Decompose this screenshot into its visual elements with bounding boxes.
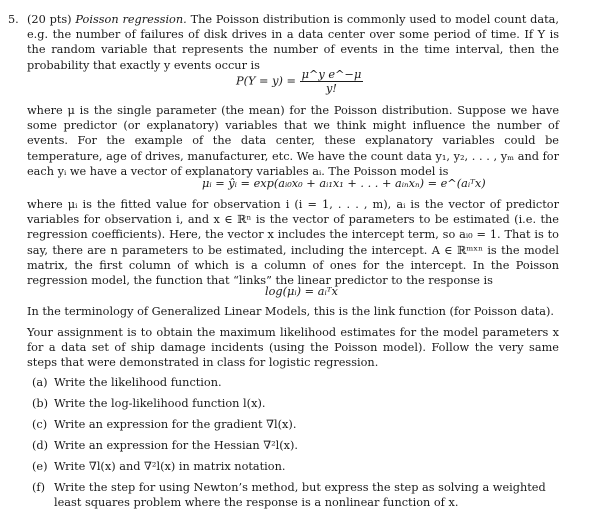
- task-text: Write the step for using Newton’s method, but express the step as solving a weighted least squares problem where the response is a nonlinear function of x.: [54, 481, 546, 510]
- paragraph-assignment: Your assignment is to obtain the maximum likelihood estimates for the model parameters x for a data set of ship damage incidents (using the Poisson model). Follow the very same steps that were demonstrated in class for logistic regression.: [27, 326, 559, 370]
- task-text: Write an expression for the Hessian ∇²l(x).: [54, 439, 299, 452]
- task-item: [32, 417, 559, 432]
- eq1-lhs: P(Y = y) =: [236, 74, 296, 88]
- problem-number: 5.: [8, 13, 19, 26]
- task-text: Write the likelihood function.: [54, 376, 222, 389]
- eq1-fraction: [300, 68, 364, 95]
- problem-intro-text: The Poisson distribution is commonly used to model count data, e.g. the number of failures of disk drives in a data center over some period of time. If Y is the random variable that represents the number of events in the time interval, then the probability that exactly y events occur is: [27, 13, 560, 72]
- task-item: [32, 438, 559, 453]
- problem-title: Poisson regression.: [75, 13, 187, 26]
- eq1-denominator: y!: [325, 82, 337, 95]
- task-label: (e): [32, 460, 48, 473]
- task-label: (c): [32, 418, 48, 431]
- task-label: (a): [32, 376, 48, 389]
- paragraph-predictors: where μ is the single parameter (the mean) for the Poisson distribution. Suppose we have some predictor (or explanatory) variables that we think might influence the number of events. For the example of the data center, these explanatory variables could be temperature, age of drives, manufacturer, etc. We have the count data y₁, y₂, . . . , yₘ and for each yᵢ we have a vector of explanatory variables aᵢ. The Poisson model is: [27, 104, 559, 178]
- task-item: [32, 459, 559, 474]
- task-text: Write an expression for the gradient ∇l(x).: [54, 418, 297, 431]
- equation-poisson-model: μᵢ = ŷᵢ = exp(aᵢ₀x₀ + aᵢ₁x₁ + . . . + aᵢₙxₙ) = e^(aᵢᵀx): [202, 177, 486, 190]
- task-item: [32, 480, 559, 510]
- equation-poisson-pmf: [236, 68, 363, 95]
- task-label: (f): [32, 481, 45, 494]
- task-item: [32, 375, 559, 390]
- paragraph-parameters: where μᵢ is the fitted value for observation i (i = 1, . . . , m), aᵢ is the vector of predictor variables for observation i, and x ∈ ℝⁿ is the vector of parameters to be estimated (i.e. the regression coefficients). Here, the vector x includes the intercept term, so aᵢ₀ = 1. That is to say, there are n parameters to be estimated, including the intercept. A ∈ ℝᵐˣⁿ is the model matrix, the first column of which is a column of ones for the intercept. In the Poisson regression model, the function that “links” the linear predictor to the response is: [27, 198, 559, 288]
- equation-link-function: log(μᵢ) = aᵢᵀx: [265, 285, 338, 298]
- problem-points: (20 pts): [27, 13, 72, 26]
- task-text: Write the log-likelihood function l(x).: [54, 397, 266, 410]
- task-text: Write ∇l(x) and ∇²l(x) in matrix notation.: [54, 460, 286, 473]
- task-item: [32, 396, 559, 411]
- task-label: (b): [32, 397, 49, 410]
- paragraph-glm: In the terminology of Generalized Linear Models, this is the link function (for Poisson data).: [27, 305, 554, 318]
- task-label: (d): [32, 439, 49, 452]
- problem-intro: [27, 12, 559, 73]
- eq1-numerator: μ^y e^−μ: [301, 68, 362, 81]
